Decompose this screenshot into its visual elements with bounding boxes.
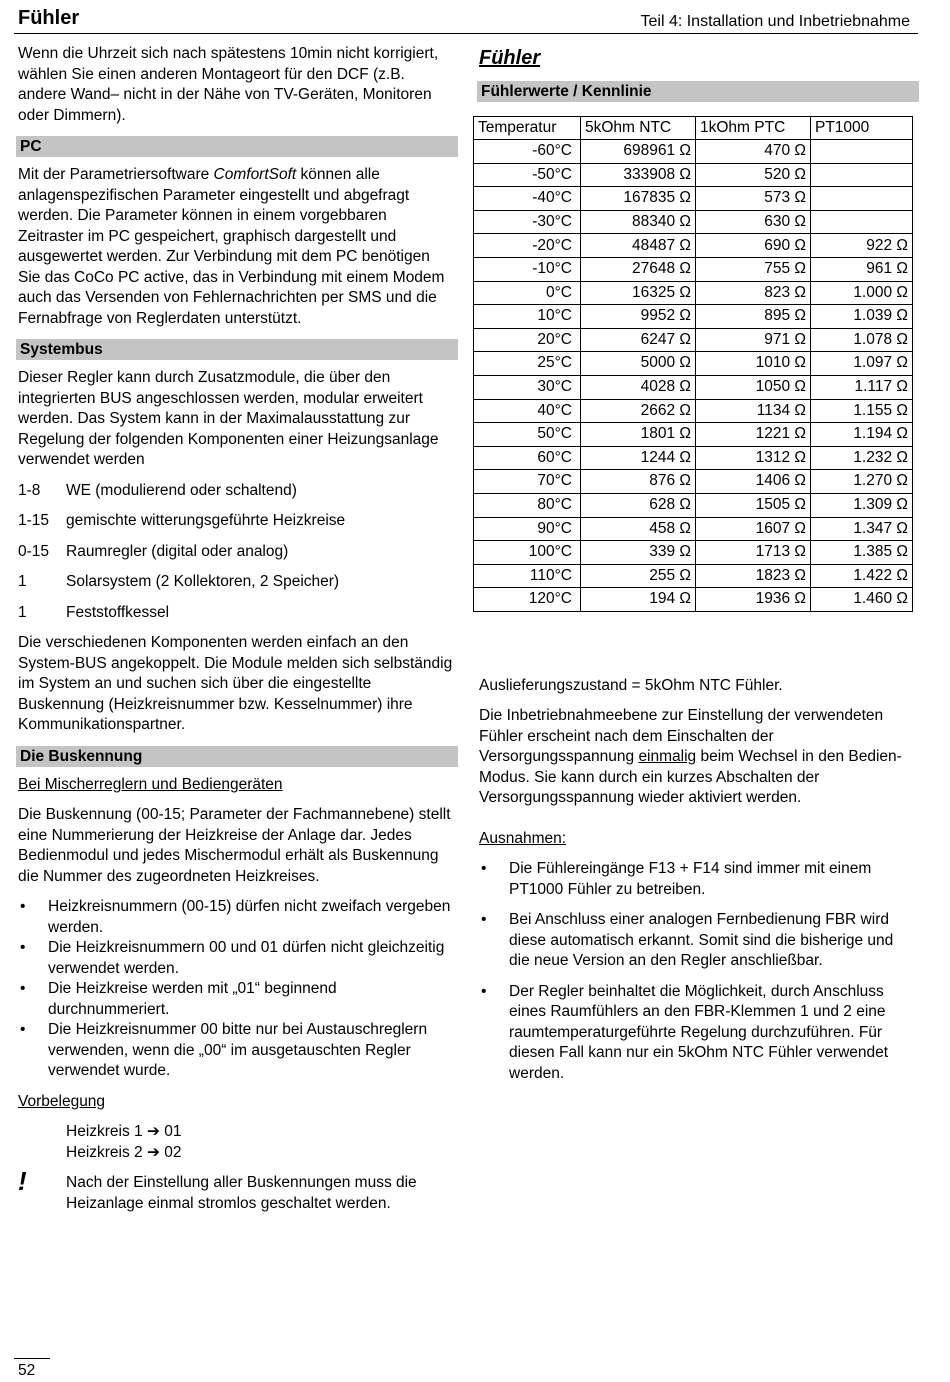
commissioning-emphasis: einmalig [638, 748, 697, 766]
exceptions-list [479, 859, 915, 1084]
commissioning-text-a: Die Inbetriebnahmeebene zur Einstellung der verwendeten Fühler erscheint nach dem Einschalten der Versorgungsspannung [479, 707, 884, 766]
list-item: • Die Heizkreisnummern 00 und 01 dürfen nicht gleichzeitig verwendet werden. [18, 938, 454, 979]
column-header: PT1000 [811, 116, 913, 140]
commissioning-text-b: beim Wechsel in den Bedien-Modus. Sie kann durch ein kurzes Abschalten der Versorgungsspannung wieder aktiviert werden. [479, 748, 902, 807]
table-cell: 1936 Ω [696, 588, 811, 612]
header-rule [14, 33, 918, 34]
table-cell: 110°C [474, 564, 581, 588]
delivery-state: Auslieferungszustand = 5kOhm NTC Fühler. [479, 676, 783, 694]
table-cell: 9952 Ω [581, 305, 696, 329]
sensor-table-heading: Fühlerwerte / Kennlinie [477, 81, 919, 102]
list-item: • Die Heizkreisnummer 00 bitte nur bei Austauschreglern verwenden, wenn die „00“ im ausgetauschten Regler verwendet wurde. [18, 1020, 454, 1082]
table-cell: 1.422 Ω [811, 564, 913, 588]
table-cell: 1713 Ω [696, 541, 811, 565]
table-row [474, 564, 913, 588]
table-cell: 40°C [474, 399, 581, 423]
list-item: • Die Heizkreise werden mit „01“ beginnend durchnummeriert. [18, 979, 454, 1020]
table-row [474, 187, 913, 211]
table-cell: 1.155 Ω [811, 399, 913, 423]
table-cell: 971 Ω [696, 328, 811, 352]
table-row [474, 494, 913, 518]
component-count: 1 [18, 573, 27, 590]
table-cell: -40°C [474, 187, 581, 211]
table-cell: 60°C [474, 446, 581, 470]
table-cell: 50°C [474, 423, 581, 447]
buskennung-rules-list [18, 897, 454, 1082]
warning-icon: ! [18, 1166, 27, 1196]
table-cell: 1050 Ω [696, 376, 811, 400]
right-column [479, 44, 915, 1094]
table-cell: 48487 Ω [581, 234, 696, 258]
table-cell: 1.078 Ω [811, 328, 913, 352]
table-row [474, 163, 913, 187]
table-row [474, 210, 913, 234]
warning-text: Nach der Einstellung aller Buskennungen muss die Heizanlage einmal stromlos geschaltet werden. [66, 1174, 417, 1212]
systembus-paragraph: Dieser Regler kann durch Zusatzmodule, die über den integrierten BUS angeschlossen werden, modular erweitert werden. Das System kann in der Maximalausstattung zur Regelung der folgenden Komponenten einer Heizungsanlage verwendet werden [18, 369, 439, 468]
comfortsoft-brand: ComfortSoft [213, 166, 297, 183]
pc-text-a: Mit der Parametriersoftware [18, 166, 214, 183]
table-cell: 628 Ω [581, 494, 696, 518]
table-row [474, 234, 913, 258]
left-column [18, 44, 454, 1214]
buskennung-heading: Die Buskennung [16, 746, 458, 767]
buskennung-subheading: Bei Mischerreglern und Bediengeräten [18, 775, 283, 793]
table-header-row [474, 116, 913, 140]
component-count: 1-15 [18, 512, 50, 529]
header-chapter: Teil 4: Installation und Inbetriebnahme [640, 13, 910, 30]
table-cell: -20°C [474, 234, 581, 258]
table-cell: 1801 Ω [581, 423, 696, 447]
table-cell: 27648 Ω [581, 258, 696, 282]
table-cell: 1221 Ω [696, 423, 811, 447]
component-count: 1 [18, 603, 27, 621]
table-cell: 30°C [474, 376, 581, 400]
table-cell: 1244 Ω [581, 446, 696, 470]
component-label: Feststoffkessel [66, 603, 170, 621]
table-cell: 895 Ω [696, 305, 811, 329]
commissioning-paragraph [479, 706, 915, 809]
table-cell: 16325 Ω [581, 281, 696, 305]
table-cell: 120°C [474, 588, 581, 612]
table-cell: 80°C [474, 494, 581, 518]
table-cell: 167835 Ω [581, 187, 696, 211]
component-item [18, 511, 454, 532]
table-row [474, 305, 913, 329]
table-cell [811, 187, 913, 211]
footer-rule [14, 1358, 50, 1359]
column-header: Temperatur [474, 116, 581, 140]
table-cell: -60°C [474, 140, 581, 164]
table-cell: 25°C [474, 352, 581, 376]
pc-text-b: können alle anlagenspezifischen Parameter eingestellt und abgefragt werden. Die Parameter können in einem vorgebbaren Zeitraster im PC gespeichert, graphisch dargestellt und ausgewertet werden. Zur Verbindung mit dem PC benötigen Sie das CoCo PC active, das in Verbindung mit einem Modem auch das Versenden von Fehlernachrichten per SMS und die Fernabfrage von Reglerdaten unterstützt. [18, 166, 445, 327]
table-cell: 2662 Ω [581, 399, 696, 423]
table-cell: 961 Ω [811, 258, 913, 282]
vorbelegung-heading: Vorbelegung [18, 1092, 106, 1110]
table-row [474, 258, 913, 282]
table-cell: 1.309 Ω [811, 494, 913, 518]
table-cell: 255 Ω [581, 564, 696, 588]
table-cell: 922 Ω [811, 234, 913, 258]
table-cell: 1823 Ω [696, 564, 811, 588]
table-cell: 1607 Ω [696, 517, 811, 541]
table-cell: 1312 Ω [696, 446, 811, 470]
fuehler-title: Fühler [479, 47, 541, 69]
table-cell: 333908 Ω [581, 163, 696, 187]
exceptions-heading: Ausnahmen: [479, 829, 567, 847]
table-cell: 88340 Ω [581, 210, 696, 234]
table-cell [811, 163, 913, 187]
component-label: gemischte witterungsgeführte Heizkreise [66, 512, 346, 529]
table-cell: 823 Ω [696, 281, 811, 305]
table-cell: 1.117 Ω [811, 376, 913, 400]
vorbelegung-line: Heizkreis 1 ➔ 01 [66, 1123, 182, 1140]
table-cell: 630 Ω [696, 210, 811, 234]
component-item [18, 572, 454, 593]
table-cell: 6247 Ω [581, 328, 696, 352]
table-cell: 1.039 Ω [811, 305, 913, 329]
table-row [474, 588, 913, 612]
table-cell: 1.347 Ω [811, 517, 913, 541]
table-cell: 1.385 Ω [811, 541, 913, 565]
table-cell: -30°C [474, 210, 581, 234]
table-cell: 20°C [474, 328, 581, 352]
warning-note [18, 1166, 454, 1214]
table-cell: 70°C [474, 470, 581, 494]
component-item [18, 481, 454, 502]
table-cell: -10°C [474, 258, 581, 282]
table-cell: 339 Ω [581, 541, 696, 565]
component-label: Raumregler (digital oder analog) [66, 542, 289, 560]
table-cell: 1010 Ω [696, 352, 811, 376]
table-cell: 5000 Ω [581, 352, 696, 376]
sensor-values-table [473, 116, 913, 612]
table-cell: 755 Ω [696, 258, 811, 282]
table-row [474, 281, 913, 305]
component-label: Solarsystem (2 Kollektoren, 2 Speicher) [66, 573, 340, 590]
table-row [474, 140, 913, 164]
component-item [18, 603, 454, 624]
component-label: WE (modulierend oder schaltend) [66, 481, 297, 499]
systembus-heading: Systembus [16, 339, 458, 360]
table-row [474, 328, 913, 352]
table-cell: 690 Ω [696, 234, 811, 258]
list-item: • Bei Anschluss einer analogen Fernbedienung FBR wird diese automatisch erkannt. Somit sind die bisherige und die neue Version an den Regler anschließbar. [479, 910, 915, 972]
component-item [18, 542, 454, 563]
table-cell: 470 Ω [696, 140, 811, 164]
list-item: • Der Regler beinhaltet die Möglichkeit, durch Anschluss eines Raumfühlers an den FBR-Klemmen 1 und 2 eine raumtemperaturgeführte Regelung durchzuführen. Für diesen Fall kann nur ein 5kOhm NTC Fühler verwendet werden. [479, 982, 915, 1085]
table-cell: 10°C [474, 305, 581, 329]
table-cell: 1134 Ω [696, 399, 811, 423]
table-cell: 698961 Ω [581, 140, 696, 164]
table-row [474, 423, 913, 447]
table-cell [811, 140, 913, 164]
list-item: • Die Fühlereingänge F13 + F14 sind immer mit einem PT1000 Fühler zu betreiben. [479, 859, 915, 900]
pc-heading: PC [16, 136, 458, 157]
vorbelegung-line: Heizkreis 2 ➔ 02 [66, 1143, 182, 1161]
table-row [474, 352, 913, 376]
column-header: 5kOhm NTC [581, 116, 696, 140]
table-row [474, 517, 913, 541]
table-cell: 1.097 Ω [811, 352, 913, 376]
header-section-title: Fühler [18, 7, 80, 29]
table-cell: 1.232 Ω [811, 446, 913, 470]
component-list [18, 481, 454, 624]
table-row [474, 470, 913, 494]
table-cell: 1505 Ω [696, 494, 811, 518]
list-item: • Heizkreisnummern (00-15) dürfen nicht zweifach vergeben werden. [18, 897, 454, 938]
table-cell: 100°C [474, 541, 581, 565]
table-cell: 90°C [474, 517, 581, 541]
table-cell: 573 Ω [696, 187, 811, 211]
table-cell: 0°C [474, 281, 581, 305]
table-cell: 520 Ω [696, 163, 811, 187]
component-count: 1-8 [18, 481, 41, 499]
table-cell: 876 Ω [581, 470, 696, 494]
dcf-intro-paragraph: Wenn die Uhrzeit sich nach spätestens 10min nicht korrigiert, wählen Sie einen anderen Montageort für den DCF (z.B. andere Wand– nicht in der Nähe von TV-Geräten, Monitoren oder Dimmern). [18, 45, 439, 124]
table-cell: 1.194 Ω [811, 423, 913, 447]
table-cell: 458 Ω [581, 517, 696, 541]
systembus-paragraph-2: Die verschiedenen Komponenten werden einfach an den System-BUS angekoppelt. Die Module melden sich selbständig im System an und suchen sich über die eingestellte Buskennung (Heizkreisnummer bzw. Kesselnummer) ihre Kommunikationspartner. [18, 634, 453, 733]
table-cell: 1406 Ω [696, 470, 811, 494]
table-cell: 1.270 Ω [811, 470, 913, 494]
table-row [474, 399, 913, 423]
vorbelegung-list [18, 1122, 454, 1163]
table-cell: 1.460 Ω [811, 588, 913, 612]
page-number: 52 [18, 1362, 36, 1379]
pc-paragraph [18, 165, 454, 329]
table-cell: 4028 Ω [581, 376, 696, 400]
component-count: 0-15 [18, 542, 50, 560]
table-cell: -50°C [474, 163, 581, 187]
column-header: 1kOhm PTC [696, 116, 811, 140]
table-cell: 194 Ω [581, 588, 696, 612]
table-row [474, 376, 913, 400]
table-cell [811, 210, 913, 234]
table-row [474, 446, 913, 470]
table-row [474, 541, 913, 565]
buskennung-paragraph: Die Buskennung (00-15; Parameter der Fachmannebene) stellt eine Nummerierung der Heizkreise der Anlage dar. Jedes Bedienmodul und jedes Mischermodul erhält als Buskennung die Nummer des zugeordneten Heizkreises. [18, 806, 451, 885]
table-cell: 1.000 Ω [811, 281, 913, 305]
